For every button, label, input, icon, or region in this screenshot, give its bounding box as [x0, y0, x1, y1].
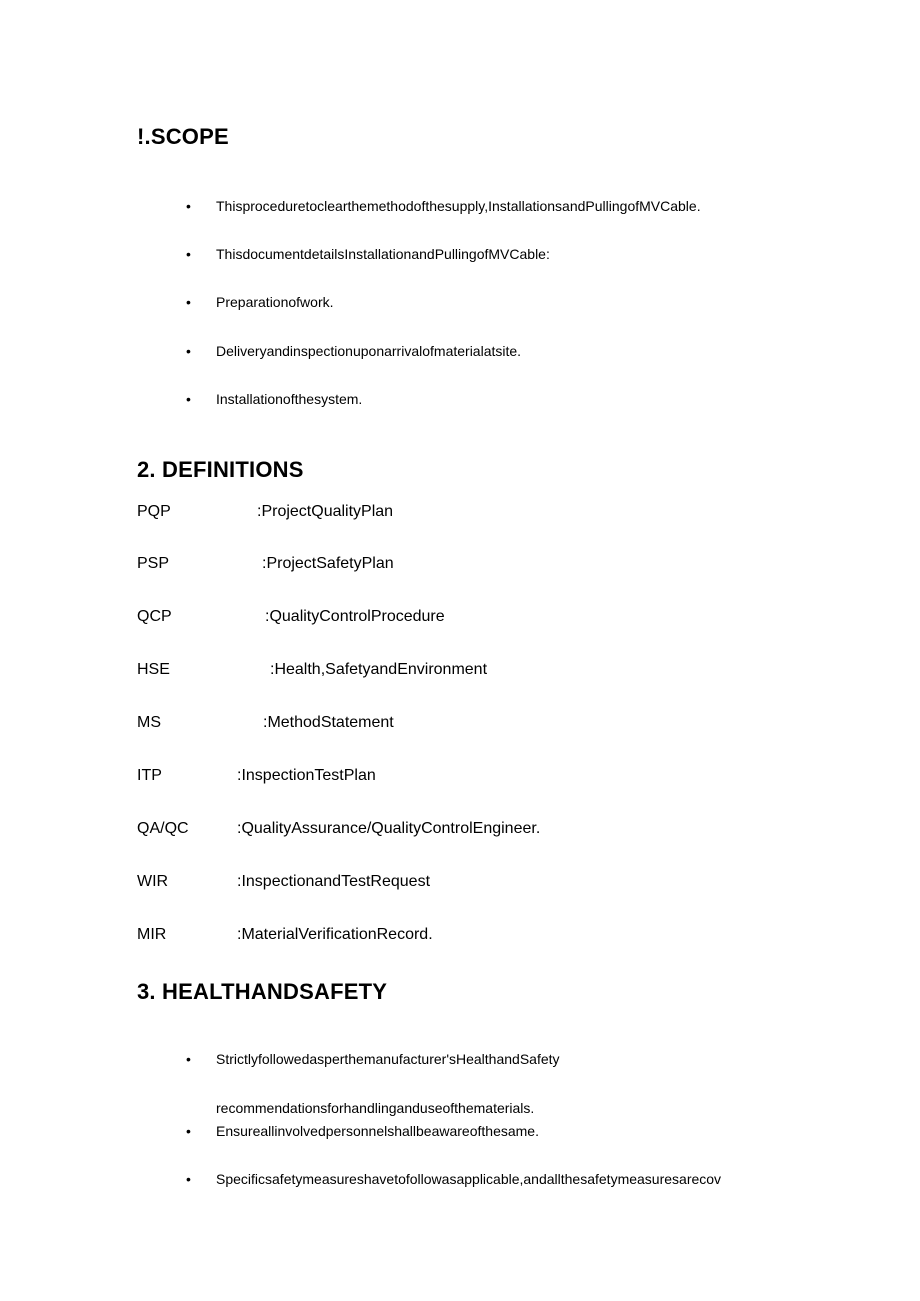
definitions-heading: 2. DEFINITIONS: [137, 457, 304, 482]
bullet-icon: •: [186, 1123, 191, 1139]
definition-text: :ProjectQualityPlan: [257, 503, 394, 520]
definition-text: :InspectionTestPlan: [237, 767, 376, 784]
definition-text: :Health,SafetyandEnvironment: [270, 661, 488, 678]
bullet-icon: •: [186, 343, 191, 359]
definition-term: QA/QC: [137, 820, 189, 837]
definition-term: QCP: [137, 608, 172, 625]
bullet-icon: •: [186, 1171, 191, 1187]
health-safety-heading: 3. HEALTHANDSAFETY: [137, 979, 388, 1004]
bullet-icon: •: [186, 246, 191, 262]
definition-text: :MaterialVerificationRecord.: [237, 926, 433, 943]
definition-term: WIR: [137, 873, 169, 890]
scope-item-text: Preparationofwork.: [216, 294, 334, 310]
definition-term: PQP: [137, 503, 171, 520]
bullet-icon: •: [186, 391, 191, 407]
definition-text: :InspectionandTestRequest: [237, 873, 431, 890]
definition-term: PSP: [137, 555, 170, 572]
health-safety-item-text: Ensureallinvolvedpersonnelshallbeawareofthesame.: [216, 1123, 539, 1139]
definition-text: :QualityControlProcedure: [265, 608, 445, 625]
definition-text: :QualityAssurance/QualityControlEngineer.: [237, 820, 541, 837]
definition-term: MIR: [137, 926, 167, 943]
definition-term: HSE: [137, 661, 170, 678]
definition-text: :ProjectSafetyPlan: [262, 555, 394, 572]
scope-item-text: Deliveryandinspectionuponarrivalofmaterialatsite.: [216, 343, 522, 359]
scope-item-text: Installationofthesystem.: [216, 391, 363, 407]
health-safety-item-continuation: recommendationsforhandlinganduseofthematerials.: [216, 1100, 535, 1116]
bullet-icon: •: [186, 294, 191, 310]
bullet-icon: •: [186, 198, 191, 214]
health-safety-item-text: Specificsafetymeasureshavetofollowasapplicable,andallthesafetymeasuresarecov: [216, 1171, 722, 1187]
scope-item-text: Thisproceduretoclearthemethodofthesupply,InstallationsandPullingofMVCable.: [216, 198, 701, 214]
definition-text: :MethodStatement: [263, 714, 394, 731]
scope-item-text: ThisdocumentdetailsInstallationandPullingofMVCable:: [216, 246, 550, 262]
health-safety-item-text: Strictlyfollowedasperthemanufacturer'sHealthandSafety: [216, 1051, 560, 1067]
scope-heading: !.SCOPE: [137, 124, 229, 149]
definition-term: ITP: [137, 767, 162, 784]
bullet-icon: •: [186, 1051, 191, 1067]
definition-term: MS: [137, 714, 161, 731]
